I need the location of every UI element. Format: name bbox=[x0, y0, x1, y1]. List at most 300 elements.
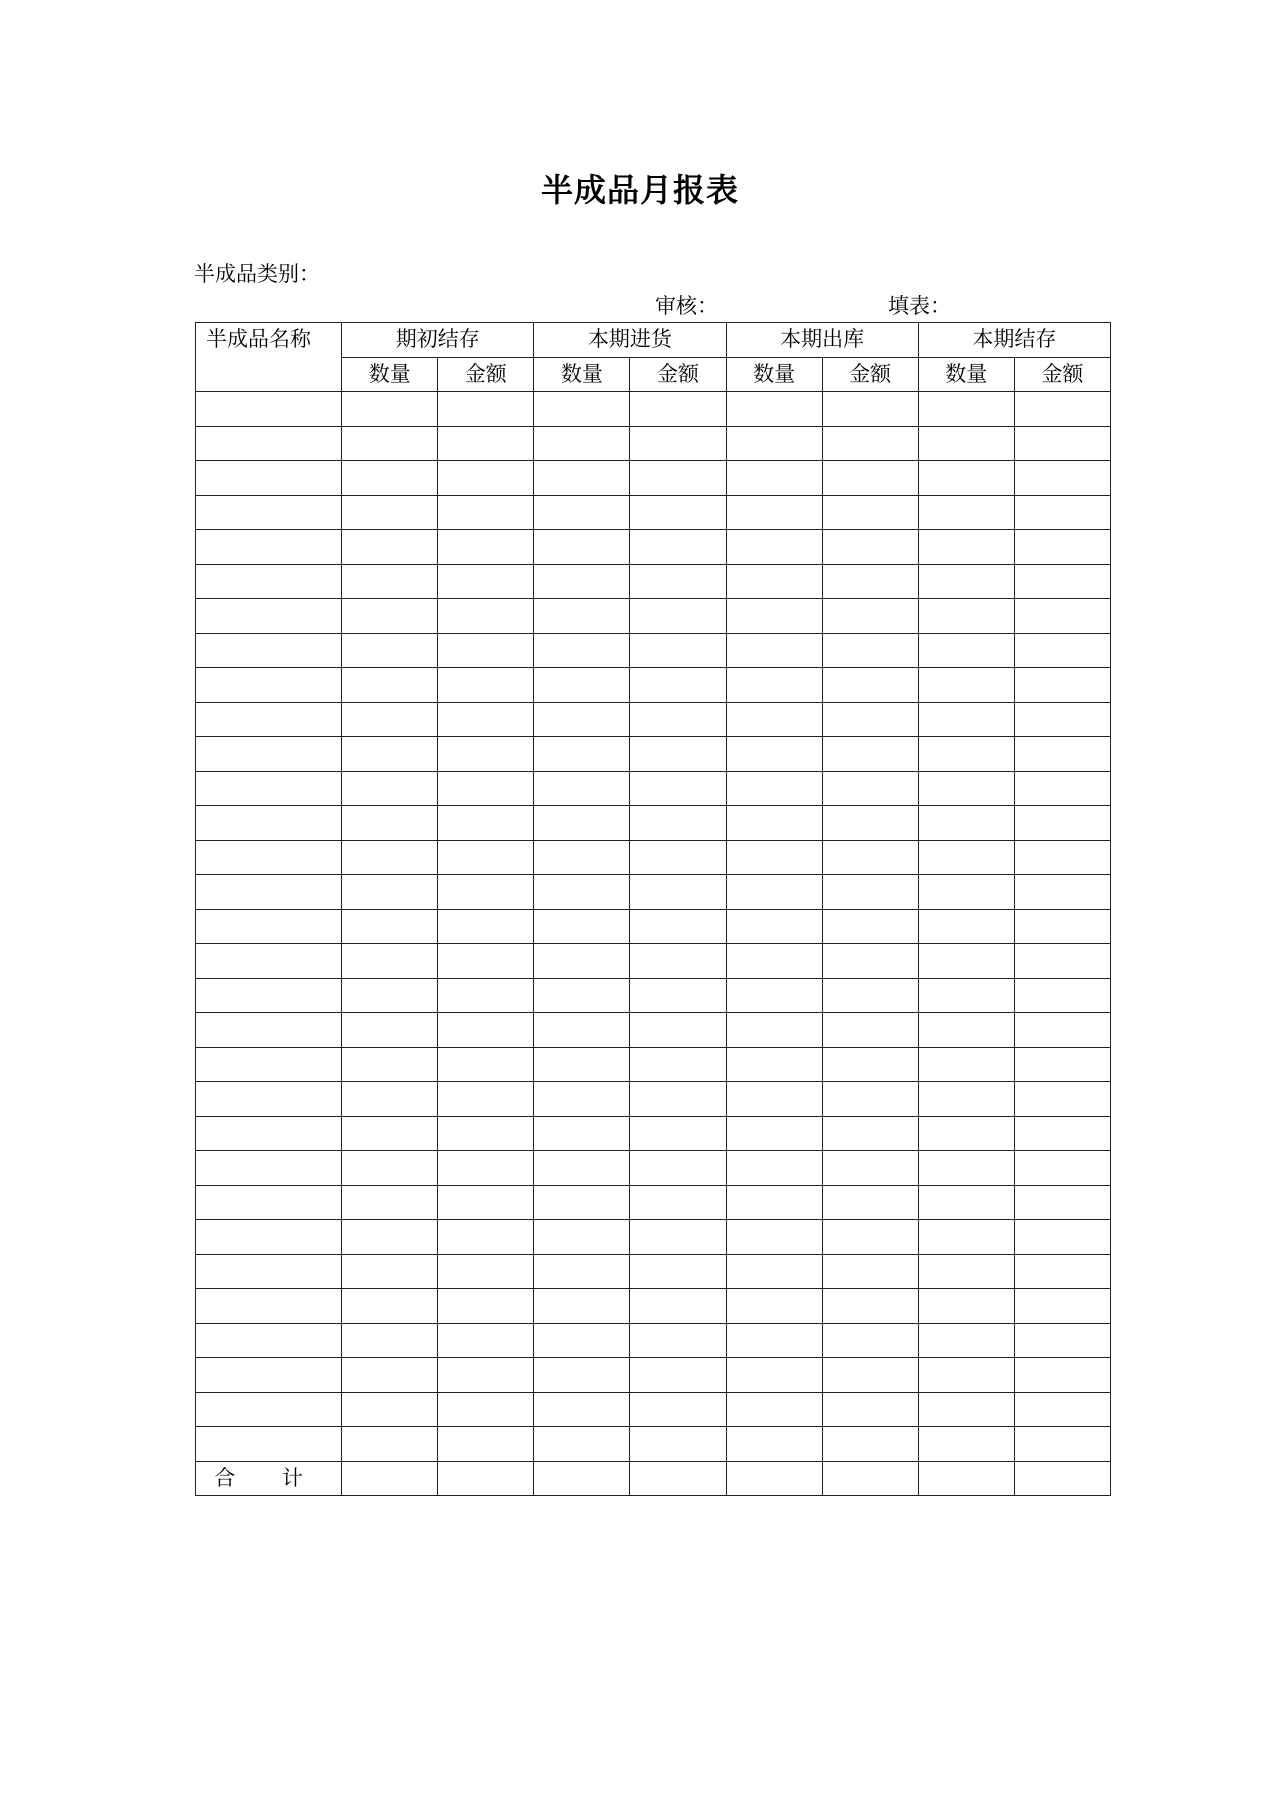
table-cell[interactable] bbox=[534, 599, 630, 634]
table-cell[interactable] bbox=[822, 1289, 918, 1324]
table-cell[interactable] bbox=[726, 392, 822, 427]
table-cell[interactable] bbox=[1014, 599, 1110, 634]
table-cell[interactable] bbox=[822, 1047, 918, 1082]
total-cell[interactable] bbox=[534, 1461, 630, 1496]
table-cell[interactable] bbox=[342, 1013, 438, 1048]
table-cell[interactable] bbox=[918, 702, 1014, 737]
name-cell[interactable] bbox=[196, 599, 342, 634]
table-cell[interactable] bbox=[726, 1116, 822, 1151]
table-cell[interactable] bbox=[726, 530, 822, 565]
table-cell[interactable] bbox=[726, 1220, 822, 1255]
table-cell[interactable] bbox=[438, 771, 534, 806]
table-cell[interactable] bbox=[438, 1323, 534, 1358]
table-cell[interactable] bbox=[1014, 737, 1110, 772]
table-cell[interactable] bbox=[918, 495, 1014, 530]
table-cell[interactable] bbox=[534, 737, 630, 772]
table-cell[interactable] bbox=[630, 495, 726, 530]
table-cell[interactable] bbox=[342, 1082, 438, 1117]
table-cell[interactable] bbox=[822, 1082, 918, 1117]
table-cell[interactable] bbox=[438, 1358, 534, 1393]
table-cell[interactable] bbox=[822, 737, 918, 772]
table-cell[interactable] bbox=[1014, 1116, 1110, 1151]
name-cell[interactable] bbox=[196, 1289, 342, 1324]
table-cell[interactable] bbox=[342, 1358, 438, 1393]
table-cell[interactable] bbox=[1014, 530, 1110, 565]
table-cell[interactable] bbox=[534, 1082, 630, 1117]
table-cell[interactable] bbox=[534, 426, 630, 461]
table-cell[interactable] bbox=[918, 909, 1014, 944]
name-cell[interactable] bbox=[196, 909, 342, 944]
table-cell[interactable] bbox=[822, 1013, 918, 1048]
table-cell[interactable] bbox=[726, 461, 822, 496]
table-cell[interactable] bbox=[438, 909, 534, 944]
name-cell[interactable] bbox=[196, 1254, 342, 1289]
table-cell[interactable] bbox=[534, 1254, 630, 1289]
name-cell[interactable] bbox=[196, 1323, 342, 1358]
table-cell[interactable] bbox=[534, 461, 630, 496]
table-cell[interactable] bbox=[342, 1151, 438, 1186]
table-cell[interactable] bbox=[918, 392, 1014, 427]
name-cell[interactable] bbox=[196, 461, 342, 496]
table-cell[interactable] bbox=[342, 737, 438, 772]
table-cell[interactable] bbox=[342, 909, 438, 944]
table-cell[interactable] bbox=[1014, 1151, 1110, 1186]
table-cell[interactable] bbox=[534, 1392, 630, 1427]
table-cell[interactable] bbox=[1014, 1289, 1110, 1324]
table-cell[interactable] bbox=[630, 1151, 726, 1186]
table-cell[interactable] bbox=[726, 1358, 822, 1393]
name-cell[interactable] bbox=[196, 771, 342, 806]
table-cell[interactable] bbox=[534, 702, 630, 737]
table-cell[interactable] bbox=[438, 702, 534, 737]
name-cell[interactable] bbox=[196, 495, 342, 530]
total-row bbox=[196, 1461, 1111, 1496]
table-cell[interactable] bbox=[630, 978, 726, 1013]
table-cell[interactable] bbox=[438, 875, 534, 910]
table-row bbox=[196, 426, 1111, 461]
table-cell[interactable] bbox=[534, 668, 630, 703]
table-cell[interactable] bbox=[918, 1013, 1014, 1048]
table-cell[interactable] bbox=[438, 1047, 534, 1082]
table-cell[interactable] bbox=[342, 392, 438, 427]
table-cell[interactable] bbox=[630, 1323, 726, 1358]
table-cell[interactable] bbox=[918, 1427, 1014, 1462]
table-cell[interactable] bbox=[726, 1151, 822, 1186]
table-cell[interactable] bbox=[822, 1427, 918, 1462]
table-cell[interactable] bbox=[630, 461, 726, 496]
name-cell[interactable] bbox=[196, 978, 342, 1013]
table-cell[interactable] bbox=[822, 426, 918, 461]
quantity-header: 数量 bbox=[342, 357, 438, 392]
table-cell[interactable] bbox=[534, 1047, 630, 1082]
table-cell[interactable] bbox=[822, 909, 918, 944]
table-cell[interactable] bbox=[918, 461, 1014, 496]
name-cell[interactable] bbox=[196, 668, 342, 703]
table-cell[interactable] bbox=[438, 495, 534, 530]
table-cell[interactable] bbox=[1014, 909, 1110, 944]
table-cell[interactable] bbox=[438, 978, 534, 1013]
table-cell[interactable] bbox=[822, 564, 918, 599]
table-cell[interactable] bbox=[822, 1323, 918, 1358]
table-cell[interactable] bbox=[438, 564, 534, 599]
table-cell[interactable] bbox=[342, 1289, 438, 1324]
table-cell[interactable] bbox=[534, 806, 630, 841]
table-cell[interactable] bbox=[822, 530, 918, 565]
table-cell[interactable] bbox=[1014, 944, 1110, 979]
table-cell[interactable] bbox=[726, 909, 822, 944]
table-cell[interactable] bbox=[1014, 1220, 1110, 1255]
table-cell[interactable] bbox=[342, 668, 438, 703]
table-cell[interactable] bbox=[630, 1289, 726, 1324]
table-cell[interactable] bbox=[822, 1185, 918, 1220]
table-cell[interactable] bbox=[534, 1427, 630, 1462]
table-cell[interactable] bbox=[1014, 875, 1110, 910]
table-cell[interactable] bbox=[534, 1358, 630, 1393]
table-cell[interactable] bbox=[342, 530, 438, 565]
table-cell[interactable] bbox=[918, 1220, 1014, 1255]
table-cell[interactable] bbox=[726, 1082, 822, 1117]
table-cell[interactable] bbox=[726, 599, 822, 634]
table-cell[interactable] bbox=[822, 633, 918, 668]
table-cell[interactable] bbox=[726, 840, 822, 875]
table-cell[interactable] bbox=[1014, 1254, 1110, 1289]
table-cell[interactable] bbox=[918, 771, 1014, 806]
table-cell[interactable] bbox=[630, 1116, 726, 1151]
table-row bbox=[196, 1358, 1111, 1393]
table-cell[interactable] bbox=[822, 702, 918, 737]
table-cell[interactable] bbox=[822, 1220, 918, 1255]
table-cell[interactable] bbox=[1014, 461, 1110, 496]
total-cell[interactable] bbox=[1014, 1461, 1110, 1496]
table-cell[interactable] bbox=[342, 875, 438, 910]
table-cell[interactable] bbox=[1014, 633, 1110, 668]
table-cell[interactable] bbox=[726, 668, 822, 703]
table-cell[interactable] bbox=[1014, 840, 1110, 875]
table-cell[interactable] bbox=[342, 564, 438, 599]
table-cell[interactable] bbox=[822, 495, 918, 530]
table-cell[interactable] bbox=[342, 1323, 438, 1358]
table-cell[interactable] bbox=[630, 806, 726, 841]
table-cell[interactable] bbox=[918, 530, 1014, 565]
table-cell[interactable] bbox=[822, 806, 918, 841]
table-cell[interactable] bbox=[342, 461, 438, 496]
table-cell[interactable] bbox=[1014, 668, 1110, 703]
table-cell[interactable] bbox=[630, 599, 726, 634]
table-cell[interactable] bbox=[438, 1289, 534, 1324]
name-cell[interactable] bbox=[196, 1151, 342, 1186]
table-cell[interactable] bbox=[726, 1047, 822, 1082]
table-cell[interactable] bbox=[822, 840, 918, 875]
name-cell[interactable] bbox=[196, 875, 342, 910]
name-cell[interactable] bbox=[196, 1220, 342, 1255]
table-cell[interactable] bbox=[822, 1358, 918, 1393]
name-cell[interactable] bbox=[196, 1358, 342, 1393]
table-cell[interactable] bbox=[822, 1254, 918, 1289]
total-cell[interactable] bbox=[342, 1461, 438, 1496]
table-cell[interactable] bbox=[1014, 1013, 1110, 1048]
table-cell[interactable] bbox=[822, 875, 918, 910]
table-cell[interactable] bbox=[918, 1116, 1014, 1151]
table-cell[interactable] bbox=[438, 461, 534, 496]
table-cell[interactable] bbox=[342, 702, 438, 737]
name-cell[interactable] bbox=[196, 633, 342, 668]
table-cell[interactable] bbox=[438, 944, 534, 979]
name-cell[interactable] bbox=[196, 1427, 342, 1462]
table-cell[interactable] bbox=[918, 599, 1014, 634]
table-cell[interactable] bbox=[726, 1323, 822, 1358]
table-cell[interactable] bbox=[726, 564, 822, 599]
table-cell[interactable] bbox=[918, 840, 1014, 875]
table-cell[interactable] bbox=[918, 1323, 1014, 1358]
table-cell[interactable] bbox=[918, 668, 1014, 703]
table-cell[interactable] bbox=[534, 840, 630, 875]
table-cell[interactable] bbox=[1014, 495, 1110, 530]
table-cell[interactable] bbox=[534, 771, 630, 806]
table-cell[interactable] bbox=[822, 392, 918, 427]
table-cell[interactable] bbox=[918, 633, 1014, 668]
table-cell[interactable] bbox=[438, 1082, 534, 1117]
table-cell[interactable] bbox=[438, 806, 534, 841]
table-cell[interactable] bbox=[342, 426, 438, 461]
table-cell[interactable] bbox=[438, 426, 534, 461]
table-cell[interactable] bbox=[918, 1082, 1014, 1117]
group-header-purchases: 本期进货 bbox=[534, 323, 726, 358]
table-cell[interactable] bbox=[918, 1358, 1014, 1393]
table-cell[interactable] bbox=[726, 1254, 822, 1289]
table-cell[interactable] bbox=[438, 1185, 534, 1220]
name-cell[interactable] bbox=[196, 1082, 342, 1117]
table-cell[interactable] bbox=[1014, 564, 1110, 599]
table-cell[interactable] bbox=[918, 1254, 1014, 1289]
table-cell[interactable] bbox=[1014, 1185, 1110, 1220]
table-cell[interactable] bbox=[918, 426, 1014, 461]
table-cell[interactable] bbox=[438, 1254, 534, 1289]
table-cell[interactable] bbox=[1014, 702, 1110, 737]
table-cell[interactable] bbox=[630, 840, 726, 875]
table-cell[interactable] bbox=[630, 1013, 726, 1048]
name-cell[interactable] bbox=[196, 1013, 342, 1048]
table-row bbox=[196, 737, 1111, 772]
table-cell[interactable] bbox=[534, 1116, 630, 1151]
table-cell[interactable] bbox=[534, 1220, 630, 1255]
name-cell[interactable] bbox=[196, 944, 342, 979]
table-row bbox=[196, 1392, 1111, 1427]
table-cell[interactable] bbox=[438, 1392, 534, 1427]
total-cell[interactable] bbox=[726, 1461, 822, 1496]
table-cell[interactable] bbox=[438, 1116, 534, 1151]
table-cell[interactable] bbox=[918, 1185, 1014, 1220]
table-cell[interactable] bbox=[726, 875, 822, 910]
table-cell[interactable] bbox=[630, 1047, 726, 1082]
table-cell[interactable] bbox=[822, 668, 918, 703]
name-cell[interactable] bbox=[196, 1185, 342, 1220]
table-cell[interactable] bbox=[726, 702, 822, 737]
table-cell[interactable] bbox=[822, 978, 918, 1013]
total-cell[interactable] bbox=[822, 1461, 918, 1496]
table-cell[interactable] bbox=[1014, 426, 1110, 461]
table-cell[interactable] bbox=[630, 1427, 726, 1462]
name-cell[interactable] bbox=[196, 530, 342, 565]
table-row bbox=[196, 1151, 1111, 1186]
table-cell[interactable] bbox=[1014, 1392, 1110, 1427]
table-cell[interactable] bbox=[534, 1013, 630, 1048]
table-cell[interactable] bbox=[1014, 978, 1110, 1013]
table-cell[interactable] bbox=[342, 1254, 438, 1289]
table-cell[interactable] bbox=[726, 737, 822, 772]
table-cell[interactable] bbox=[822, 1116, 918, 1151]
table-cell[interactable] bbox=[342, 633, 438, 668]
table-cell[interactable] bbox=[1014, 392, 1110, 427]
name-cell[interactable] bbox=[196, 1392, 342, 1427]
table-cell[interactable] bbox=[534, 530, 630, 565]
table-cell[interactable] bbox=[630, 771, 726, 806]
table-cell[interactable] bbox=[726, 1289, 822, 1324]
name-cell[interactable] bbox=[196, 840, 342, 875]
table-cell[interactable] bbox=[630, 909, 726, 944]
table-cell[interactable] bbox=[534, 564, 630, 599]
table-cell[interactable] bbox=[630, 1082, 726, 1117]
table-cell[interactable] bbox=[630, 737, 726, 772]
table-cell[interactable] bbox=[726, 978, 822, 1013]
table-cell[interactable] bbox=[630, 668, 726, 703]
table-cell[interactable] bbox=[534, 944, 630, 979]
table-cell[interactable] bbox=[918, 1151, 1014, 1186]
table-cell[interactable] bbox=[822, 461, 918, 496]
table-cell[interactable] bbox=[630, 1254, 726, 1289]
table-cell[interactable] bbox=[1014, 771, 1110, 806]
table-cell[interactable] bbox=[534, 633, 630, 668]
table-cell[interactable] bbox=[630, 875, 726, 910]
table-cell[interactable] bbox=[630, 1392, 726, 1427]
table-cell[interactable] bbox=[438, 530, 534, 565]
table-cell[interactable] bbox=[726, 1185, 822, 1220]
table-cell[interactable] bbox=[822, 599, 918, 634]
table-cell[interactable] bbox=[918, 737, 1014, 772]
table-cell[interactable] bbox=[1014, 1358, 1110, 1393]
table-cell[interactable] bbox=[726, 633, 822, 668]
table-cell[interactable] bbox=[342, 1047, 438, 1082]
table-cell[interactable] bbox=[630, 426, 726, 461]
table-row bbox=[196, 461, 1111, 496]
table-cell[interactable] bbox=[1014, 1323, 1110, 1358]
table-cell[interactable] bbox=[1014, 1082, 1110, 1117]
table-cell[interactable] bbox=[822, 771, 918, 806]
table-row bbox=[196, 564, 1111, 599]
table-cell[interactable] bbox=[918, 875, 1014, 910]
table-cell[interactable] bbox=[342, 599, 438, 634]
table-cell[interactable] bbox=[630, 564, 726, 599]
table-cell[interactable] bbox=[630, 944, 726, 979]
table-cell[interactable] bbox=[534, 1289, 630, 1324]
table-cell[interactable] bbox=[438, 737, 534, 772]
table-cell[interactable] bbox=[534, 1185, 630, 1220]
table-cell[interactable] bbox=[918, 564, 1014, 599]
table-cell[interactable] bbox=[918, 978, 1014, 1013]
table-cell[interactable] bbox=[438, 1151, 534, 1186]
table-cell[interactable] bbox=[342, 944, 438, 979]
table-cell[interactable] bbox=[438, 1220, 534, 1255]
table-cell[interactable] bbox=[438, 633, 534, 668]
table-cell[interactable] bbox=[534, 495, 630, 530]
table-cell[interactable] bbox=[342, 978, 438, 1013]
table-cell[interactable] bbox=[726, 495, 822, 530]
table-cell[interactable] bbox=[438, 599, 534, 634]
table-cell[interactable] bbox=[630, 1220, 726, 1255]
table-cell[interactable] bbox=[438, 668, 534, 703]
table-cell[interactable] bbox=[630, 633, 726, 668]
table-row bbox=[196, 1323, 1111, 1358]
table-cell[interactable] bbox=[630, 702, 726, 737]
table-cell[interactable] bbox=[342, 840, 438, 875]
total-cell[interactable] bbox=[438, 1461, 534, 1496]
table-cell[interactable] bbox=[534, 909, 630, 944]
table-cell[interactable] bbox=[534, 875, 630, 910]
name-cell[interactable] bbox=[196, 1047, 342, 1082]
table-cell[interactable] bbox=[918, 1289, 1014, 1324]
table-cell[interactable] bbox=[918, 1392, 1014, 1427]
table-cell[interactable] bbox=[726, 944, 822, 979]
table-cell[interactable] bbox=[726, 1392, 822, 1427]
table-cell[interactable] bbox=[342, 1185, 438, 1220]
table-cell[interactable] bbox=[726, 426, 822, 461]
table-cell[interactable] bbox=[342, 1392, 438, 1427]
table-cell[interactable] bbox=[726, 771, 822, 806]
table-row bbox=[196, 599, 1111, 634]
table-cell[interactable] bbox=[630, 530, 726, 565]
name-cell[interactable] bbox=[196, 737, 342, 772]
table-cell[interactable] bbox=[342, 1427, 438, 1462]
table-cell[interactable] bbox=[726, 1013, 822, 1048]
table-cell[interactable] bbox=[438, 1013, 534, 1048]
table-row bbox=[196, 1047, 1111, 1082]
name-cell[interactable] bbox=[196, 1116, 342, 1151]
table-cell[interactable] bbox=[534, 1323, 630, 1358]
table-cell[interactable] bbox=[438, 840, 534, 875]
table-cell[interactable] bbox=[534, 392, 630, 427]
table-cell[interactable] bbox=[630, 1358, 726, 1393]
name-cell[interactable] bbox=[196, 426, 342, 461]
table-cell[interactable] bbox=[918, 944, 1014, 979]
name-cell[interactable] bbox=[196, 564, 342, 599]
table-cell[interactable] bbox=[918, 1047, 1014, 1082]
table-cell[interactable] bbox=[438, 1427, 534, 1462]
table-cell[interactable] bbox=[630, 1185, 726, 1220]
table-cell[interactable] bbox=[726, 1427, 822, 1462]
table-cell[interactable] bbox=[726, 806, 822, 841]
table-cell[interactable] bbox=[342, 806, 438, 841]
table-cell[interactable] bbox=[342, 1220, 438, 1255]
table-cell[interactable] bbox=[342, 771, 438, 806]
table-cell[interactable] bbox=[534, 978, 630, 1013]
table-cell[interactable] bbox=[438, 392, 534, 427]
table-cell[interactable] bbox=[342, 495, 438, 530]
table-cell[interactable] bbox=[342, 1116, 438, 1151]
total-cell[interactable] bbox=[918, 1461, 1014, 1496]
table-cell[interactable] bbox=[1014, 806, 1110, 841]
table-cell[interactable] bbox=[822, 1392, 918, 1427]
total-cell[interactable] bbox=[630, 1461, 726, 1496]
table-cell[interactable] bbox=[822, 1151, 918, 1186]
table-cell[interactable] bbox=[822, 944, 918, 979]
table-cell[interactable] bbox=[534, 1151, 630, 1186]
name-cell[interactable] bbox=[196, 392, 342, 427]
table-cell[interactable] bbox=[1014, 1047, 1110, 1082]
table-cell[interactable] bbox=[630, 392, 726, 427]
table-cell[interactable] bbox=[1014, 1427, 1110, 1462]
table-cell[interactable] bbox=[918, 806, 1014, 841]
name-cell[interactable] bbox=[196, 702, 342, 737]
name-cell[interactable] bbox=[196, 806, 342, 841]
